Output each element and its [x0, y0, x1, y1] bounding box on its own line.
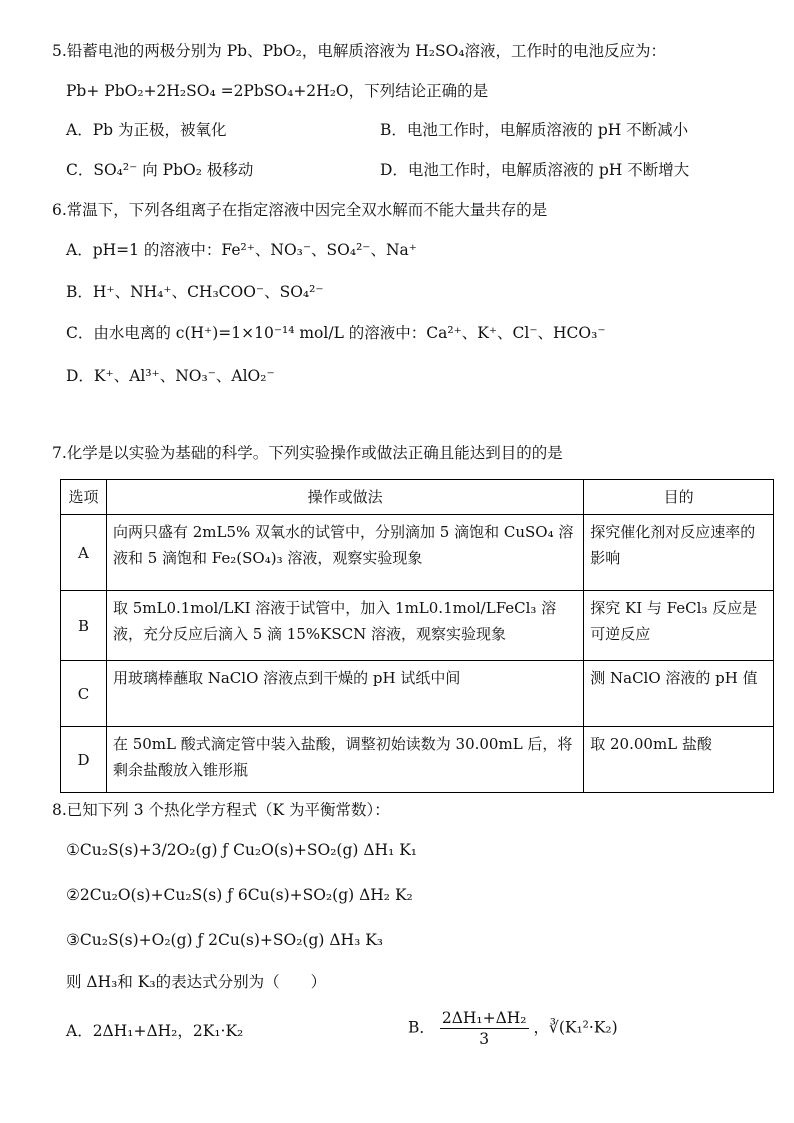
row-goal: 探究 KI 与 FeCl₃ 反应是可逆反应	[584, 591, 774, 661]
q5-equation: Pb+ PbO₂+2H₂SO₄ =2PbSO₄+2H₂O，下列结论正确的是	[66, 82, 489, 100]
q8-question: 则 ΔH₃和 K₃的表达式分别为（ ）	[66, 973, 327, 991]
header-option: 选项	[61, 480, 107, 515]
q8-option-b-tail: ，∛(K₁²·K₂)	[533, 1018, 618, 1037]
row-operation: 用玻璃棒蘸取 NaClO 溶液点到干燥的 pH 试纸中间	[106, 661, 583, 727]
header-operation: 操作或做法	[106, 480, 583, 515]
q7-stem: 7.化学是以实验为基础的科学。下列实验操作或做法正确且能达到目的的是	[52, 444, 563, 462]
q8-stem: 8.已知下列 3 个热化学方程式（K 为平衡常数）：	[52, 801, 390, 819]
table-row	[61, 591, 774, 661]
q6-option-d: D．K⁺、Al³⁺、NO₃⁻、AlO₂⁻	[66, 367, 275, 385]
q8-option-b-numerator: 2ΔH₁+ΔH₂	[441, 1009, 527, 1027]
row-operation: 向两只盛有 2mL5% 双氧水的试管中，分别滴加 5 滴饱和 CuSO₄ 溶液和 5 滴饱和 Fe₂(SO₄)₃ 溶液，观察实验现象	[106, 515, 583, 591]
row-option: C	[61, 661, 107, 727]
q8-option-b	[408, 1008, 618, 1049]
q8-option-b-denominator: 3	[479, 1030, 490, 1048]
table-row	[61, 727, 774, 793]
q5-option-c: C．SO₄²⁻ 向 PbO₂ 极移动	[66, 161, 254, 179]
q5-option-d: D．电池工作时，电解质溶液的 pH 不断增大	[380, 161, 690, 179]
q5-option-a: A．Pb 为正极，被氧化	[66, 121, 227, 139]
q5-stem: 5.铅蓄电池的两极分别为 Pb、PbO₂，电解质溶液为 H₂SO₄溶液，工作时的电池反应为：	[52, 42, 667, 60]
q6-option-a: A．pH=1 的溶液中：Fe²⁺、NO₃⁻、SO₄²⁻、Na⁺	[66, 241, 417, 259]
header-goal: 目的	[584, 480, 774, 515]
q5-option-b: B．电池工作时，电解质溶液的 pH 不断减小	[380, 121, 689, 139]
q8-equation-2: ②2Cu₂O(s)+Cu₂S(s) ƒ 6Cu(s)+SO₂(g) ΔH₂ K₂	[66, 886, 413, 904]
q8-option-b-label: B．	[408, 1018, 435, 1037]
row-operation: 在 50mL 酸式滴定管中装入盐酸，调整初始读数为 30.00mL 后，将剩余盐酸放入锥形瓶	[106, 727, 583, 793]
table-header-row	[61, 480, 774, 515]
q6-option-c: C．由水电离的 c(H⁺)=1×10⁻¹⁴ mol/L 的溶液中：Ca²⁺、K⁺、Cl⁻、HCO₃⁻	[66, 324, 606, 342]
row-option: A	[61, 515, 107, 591]
q8-option-b-fraction	[440, 1008, 529, 1049]
row-option: B	[61, 591, 107, 661]
table-row	[61, 515, 774, 591]
row-goal: 探究催化剂对反应速率的影响	[584, 515, 774, 591]
experiment-table	[60, 479, 774, 793]
table-row	[61, 661, 774, 727]
q8-equation-3: ③Cu₂S(s)+O₂(g) ƒ 2Cu(s)+SO₂(g) ΔH₃ K₃	[66, 931, 384, 949]
row-goal: 取 20.00mL 盐酸	[584, 727, 774, 793]
q8-option-a: A．2ΔH₁+ΔH₂，2K₁·K₂	[66, 1022, 244, 1040]
q8-equation-1: ①Cu₂S(s)+3/2O₂(g) ƒ Cu₂O(s)+SO₂(g) ΔH₁ K₁	[66, 841, 418, 859]
row-option: D	[61, 727, 107, 793]
q6-stem: 6.常温下，下列各组离子在指定溶液中因完全双水解而不能大量共存的是	[52, 201, 548, 219]
q6-option-b: B．H⁺、NH₄⁺、CH₃COO⁻、SO₄²⁻	[66, 283, 324, 301]
row-goal: 测 NaClO 溶液的 pH 值	[584, 661, 774, 727]
row-operation: 取 5mL0.1mol/LKI 溶液于试管中，加入 1mL0.1mol/LFeCl₃ 溶液，充分反应后滴入 5 滴 15%KSCN 溶液，观察实验现象	[106, 591, 583, 661]
